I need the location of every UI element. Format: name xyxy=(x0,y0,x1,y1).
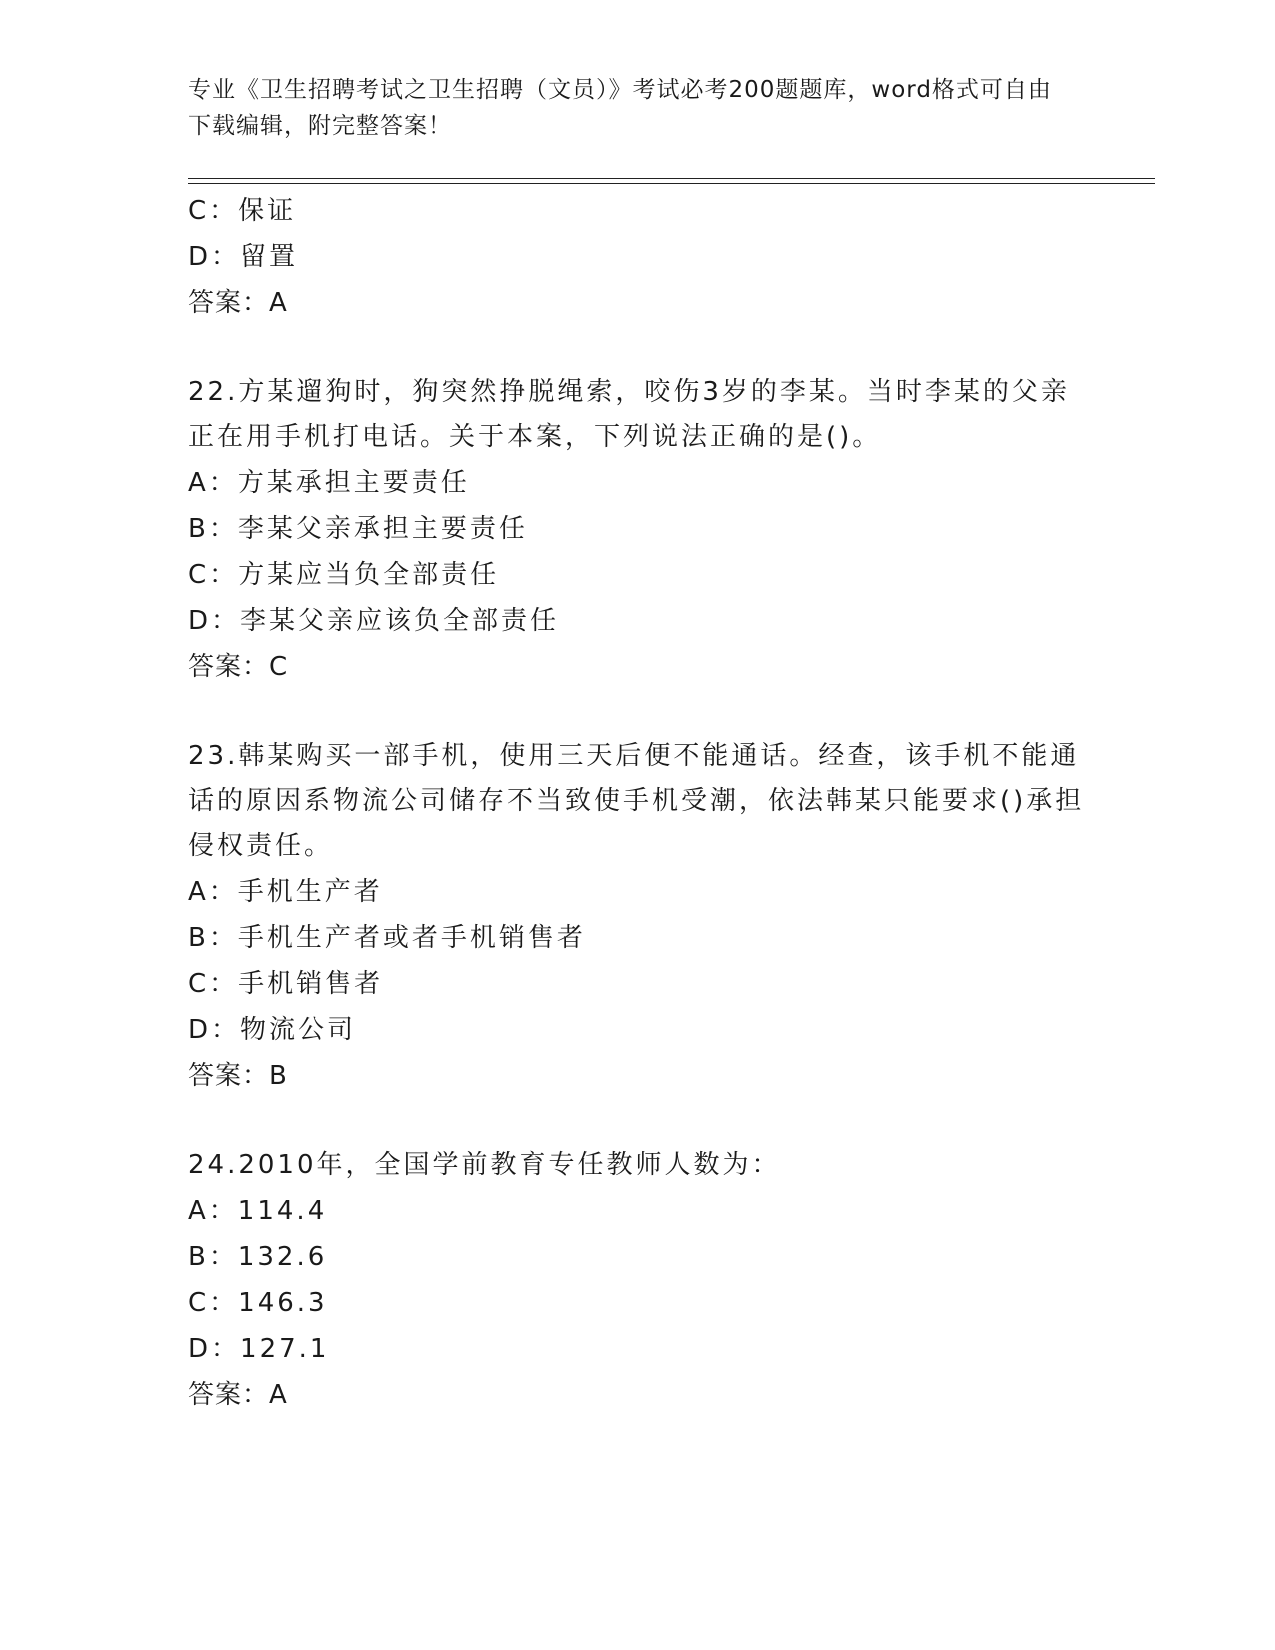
document-header: 专业《卫生招聘考试之卫生招聘（文员）》考试必考200题题库，word格式可自由下载编辑，附完整答案！ xyxy=(188,77,1052,139)
question-24 xyxy=(188,1143,1088,1418)
option-text: 方某应当负全部责任 xyxy=(238,560,500,590)
question-stem: 22.方某遛狗时，狗突然挣脱绳索，咬伤3岁的李某。当时李某的父亲正在用手机打电话。关于本案，下列说法正确的是()。 xyxy=(188,377,1070,452)
option-letter: C： xyxy=(188,1288,239,1318)
previous-question-tail xyxy=(188,188,1088,326)
option-b xyxy=(188,506,1088,552)
option-text: 114.4 xyxy=(237,1196,328,1226)
option-text: 李某父亲承担主要责任 xyxy=(237,514,528,544)
option-letter: B： xyxy=(188,923,238,953)
option-c xyxy=(188,188,1088,234)
option-letter: B： xyxy=(188,514,238,544)
question-23 xyxy=(188,734,1088,1099)
answer-line: 答案：B xyxy=(188,1061,288,1091)
option-text: 李某父亲应该负全部责任 xyxy=(240,606,560,636)
option-c xyxy=(188,1280,1088,1326)
option-letter: D： xyxy=(188,606,241,636)
option-text: 146.3 xyxy=(238,1288,328,1318)
option-letter: C： xyxy=(188,969,239,999)
option-letter: D： xyxy=(188,1015,241,1045)
question-stem: 23.韩某购买一部手机，使用三天后便不能通话。经查，该手机不能通话的原因系物流公司储存不当致使手机受潮，依法韩某只能要求()承担侵权责任。 xyxy=(188,741,1085,861)
option-text: 保证 xyxy=(238,196,297,226)
option-d xyxy=(188,1326,1088,1372)
option-a xyxy=(188,869,1088,915)
option-b xyxy=(188,1234,1088,1280)
question-22 xyxy=(188,370,1088,690)
answer-line: 答案：A xyxy=(188,288,288,318)
option-letter: A： xyxy=(188,877,238,907)
answer-line: 答案：A xyxy=(188,1380,288,1410)
option-d xyxy=(188,234,1088,280)
option-d xyxy=(188,1007,1088,1053)
option-text: 留置 xyxy=(240,242,299,272)
option-letter: C： xyxy=(188,196,239,226)
option-text: 方某承担主要责任 xyxy=(237,468,470,498)
option-text: 手机生产者或者手机销售者 xyxy=(237,923,586,953)
option-text: 物流公司 xyxy=(240,1015,357,1045)
option-b xyxy=(188,915,1088,961)
option-letter: D： xyxy=(188,1334,241,1364)
option-text: 127.1 xyxy=(240,1334,330,1364)
option-c xyxy=(188,552,1088,598)
option-letter: C： xyxy=(188,560,239,590)
document-body xyxy=(188,188,1088,1418)
option-letter: D： xyxy=(188,242,241,272)
option-c xyxy=(188,961,1088,1007)
option-letter: A： xyxy=(188,1196,238,1226)
option-text: 132.6 xyxy=(237,1242,328,1272)
option-d xyxy=(188,598,1088,644)
header-divider-top xyxy=(188,178,1155,179)
option-letter: B： xyxy=(188,1242,238,1272)
option-a xyxy=(188,460,1088,506)
header-divider-bottom xyxy=(188,183,1155,184)
option-text: 手机生产者 xyxy=(237,877,383,907)
option-text: 手机销售者 xyxy=(238,969,384,999)
question-stem: 24.2010年，全国学前教育专任教师人数为： xyxy=(188,1150,781,1180)
answer-line: 答案：C xyxy=(188,652,289,682)
option-a xyxy=(188,1188,1088,1234)
option-letter: A： xyxy=(188,468,238,498)
